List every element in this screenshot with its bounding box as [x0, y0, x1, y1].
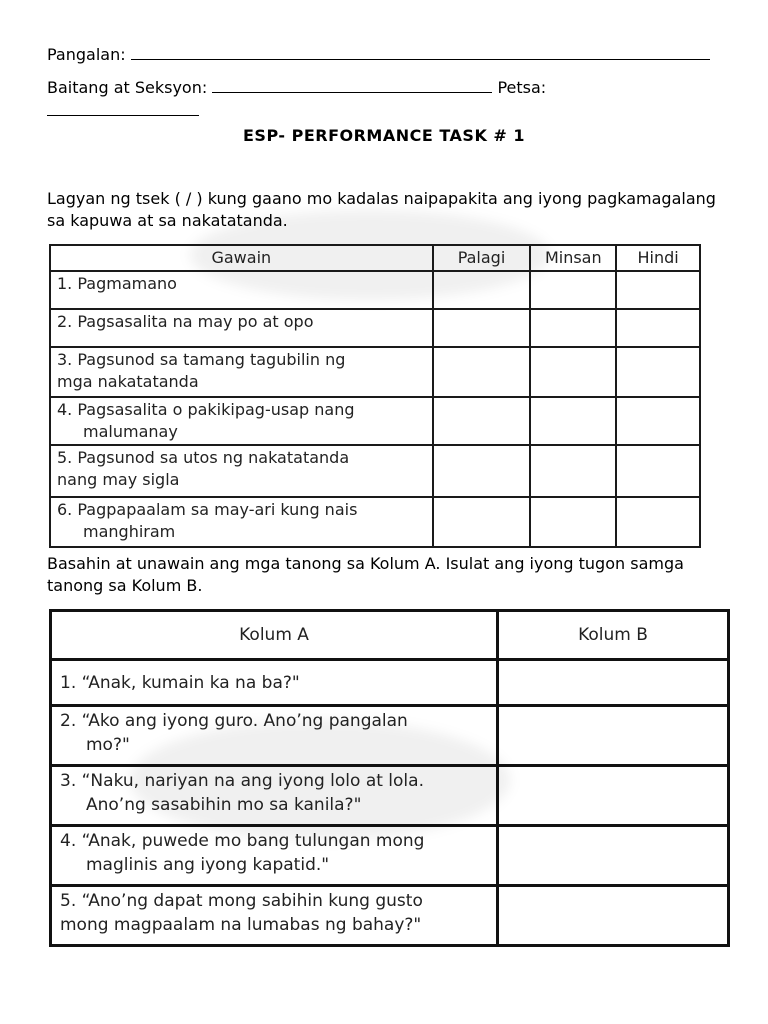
question-text: 3. “Naku, nariyan na ang iyong lolo at lola.	[60, 771, 424, 791]
row-text: 5. Pagsunod sa utos ng nakatatanda	[57, 448, 350, 467]
check-cell-minsan[interactable]	[530, 497, 616, 547]
row-text-cont: malumanay	[83, 422, 178, 441]
check-cell-hindi[interactable]	[616, 309, 700, 347]
question-text: 2. “Ako ang iyong guro. Ano’ng pangalan	[60, 711, 408, 731]
check-cell-minsan[interactable]	[530, 271, 616, 309]
grade-blank[interactable]	[212, 77, 492, 93]
table-row	[51, 660, 729, 706]
gawain-cell	[50, 497, 433, 547]
question-cell	[51, 766, 498, 826]
row-text-cont: mga nakatatanda	[57, 372, 199, 391]
instruction-1: Lagyan ng tsek ( / ) kung gaano mo kadalas naipapakita ang iyong pagkamagalang sa kapuwa at sa nakatatanda.	[47, 189, 716, 230]
question-cell	[51, 886, 498, 946]
gawain-cell	[50, 309, 433, 347]
check-cell-palagi[interactable]	[433, 497, 531, 547]
grade-label: Baitang at Seksyon:	[47, 78, 208, 97]
question-text-cont: maglinis ang iyong kapatid."	[86, 855, 330, 875]
answer-cell[interactable]	[498, 886, 729, 946]
table-row	[51, 886, 729, 946]
check-cell-minsan[interactable]	[530, 445, 616, 497]
check-cell-hindi[interactable]	[616, 497, 700, 547]
table-row	[50, 271, 700, 309]
check-cell-hindi[interactable]	[616, 347, 700, 397]
gawain-cell	[50, 271, 433, 309]
question-text: 5. “Ano’ng dapat mong sabihin kung gusto	[60, 891, 423, 911]
gawain-cell	[50, 347, 433, 397]
header-palagi: Palagi	[433, 245, 531, 271]
table-row	[50, 347, 700, 397]
kolum-table	[49, 609, 730, 947]
page-title: ESP- PERFORMANCE TASK # 1	[242, 126, 526, 145]
question-text: 1. “Anak, kumain ka na ba?"	[60, 672, 300, 693]
table-row	[51, 706, 729, 766]
row-text: 2. Pagsasalita na may po at opo	[57, 312, 314, 331]
check-cell-hindi[interactable]	[616, 445, 700, 497]
check-cell-palagi[interactable]	[433, 445, 531, 497]
question-cell	[51, 660, 498, 706]
check-cell-palagi[interactable]	[433, 397, 531, 445]
grade-line	[47, 77, 546, 98]
answer-cell[interactable]	[498, 660, 729, 706]
header-minsan: Minsan	[530, 245, 616, 271]
header-kolum-b: Kolum B	[498, 611, 729, 660]
gawain-cell	[50, 397, 433, 445]
question-cell	[51, 826, 498, 886]
answer-cell[interactable]	[498, 826, 729, 886]
table-row	[51, 826, 729, 886]
name-line	[47, 44, 710, 65]
answer-cell[interactable]	[498, 706, 729, 766]
answer-cell[interactable]	[498, 766, 729, 826]
check-cell-palagi[interactable]	[433, 347, 531, 397]
instruction-2: Basahin at unawain ang mga tanong sa Kolum A. Isulat ang iyong tugon samga tanong sa Kolum B.	[47, 554, 684, 595]
check-cell-palagi[interactable]	[433, 309, 531, 347]
row-text-cont: manghiram	[83, 522, 176, 541]
gawain-cell	[50, 445, 433, 497]
question-text-cont: mong magpaalam na lumabas ng bahay?"	[60, 915, 422, 935]
row-text: 1. Pagmamano	[57, 274, 177, 293]
date-blank-line	[47, 100, 199, 121]
table-header-row	[50, 245, 700, 271]
table-row	[50, 497, 700, 547]
row-text: 6. Pagpapaalam sa may-ari kung nais	[57, 500, 358, 519]
header-kolum-a: Kolum A	[51, 611, 498, 660]
table-row	[51, 766, 729, 826]
table-header-row	[51, 611, 729, 660]
date-blank[interactable]	[47, 100, 199, 116]
row-text: 3. Pagsunod sa tamang tagubilin ng	[57, 350, 346, 369]
row-text: 4. Pagsasalita o pakikipag-usap nang	[57, 400, 355, 419]
check-cell-hindi[interactable]	[616, 397, 700, 445]
date-label: Petsa:	[497, 78, 547, 97]
question-cell	[51, 706, 498, 766]
question-text-cont: Ano’ng sasabihin mo sa kanila?"	[86, 795, 362, 815]
question-text: 4. “Anak, puwede mo bang tulungan mong	[60, 831, 425, 851]
question-text-cont: mo?"	[86, 735, 130, 755]
check-cell-minsan[interactable]	[530, 397, 616, 445]
check-cell-hindi[interactable]	[616, 271, 700, 309]
check-cell-minsan[interactable]	[530, 309, 616, 347]
checklist-table	[49, 244, 701, 548]
header-gawain: Gawain	[50, 245, 433, 271]
header-hindi: Hindi	[616, 245, 700, 271]
table-row	[50, 309, 700, 347]
name-blank[interactable]	[131, 44, 710, 60]
table-row	[50, 445, 700, 497]
check-cell-minsan[interactable]	[530, 347, 616, 397]
name-label: Pangalan:	[47, 45, 126, 64]
row-text-cont: nang may sigla	[57, 470, 180, 489]
table-row	[50, 397, 700, 445]
check-cell-palagi[interactable]	[433, 271, 531, 309]
